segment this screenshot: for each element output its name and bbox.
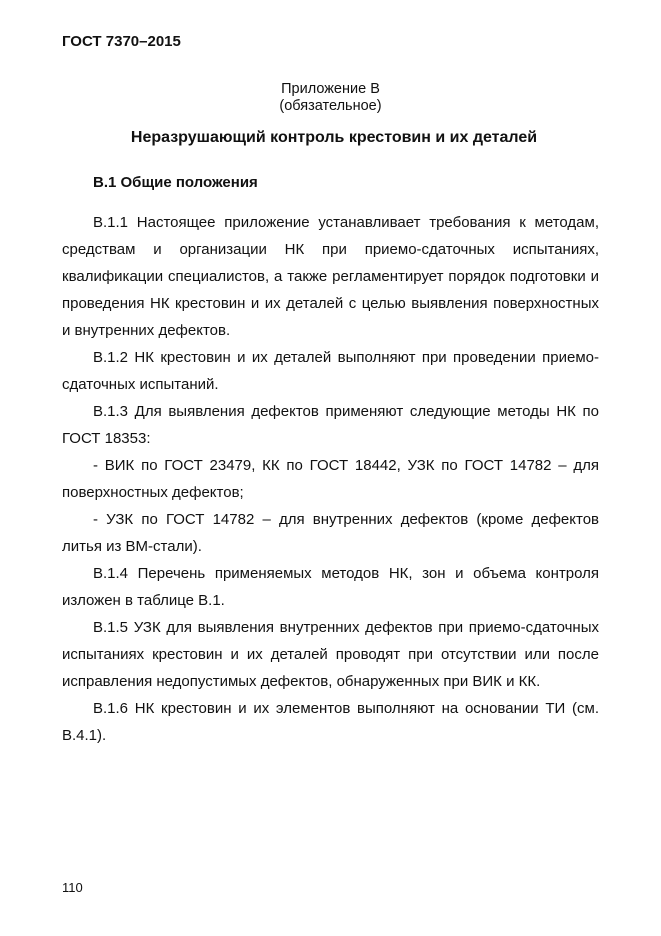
paragraph-b-1-1: В.1.1 Настоящее приложение устанавливает требования к методам, средствам и организации НК при приемо-сдаточных испытаниях, квалификации специалистов, а также регламентирует порядок подготовки и проведения НК крестовин и их деталей с целью выявления поверхностных и внутренних дефектов.: [62, 214, 599, 339]
paragraph-b-1-4: В.1.4 Перечень применяемых методов НК, зон и объема контроля изложен в таблице В.1.: [62, 565, 599, 609]
appendix-title: Приложение В: [281, 81, 380, 97]
list-item-surface-defects: - ВИК по ГОСТ 23479, КК по ГОСТ 18442, УЗК по ГОСТ 14782 – для поверхностных дефектов;: [62, 457, 599, 501]
section-heading: В.1 Общие положения: [93, 174, 258, 191]
appendix-main-title: Неразрушающий контроль крестовин и их деталей: [130, 129, 538, 146]
paragraph-b-1-3: В.1.3 Для выявления дефектов применяют следующие методы НК по ГОСТ 18353:: [62, 403, 599, 447]
appendix-status: (обязательное): [279, 98, 382, 114]
paragraph-b-1-2: В.1.2 НК крестовин и их деталей выполняют при проведении приемо-сдаточных испытаний.: [62, 349, 599, 393]
paragraph-b-1-6: В.1.6 НК крестовин и их элементов выполняют на основании ТИ (см. В.4.1).: [62, 700, 599, 744]
document-code: ГОСТ 7370–2015: [62, 33, 181, 50]
list-item-internal-defects: - УЗК по ГОСТ 14782 – для внутренних дефектов (кроме дефектов литья из ВМ-стали).: [62, 511, 599, 555]
section-body: [62, 209, 599, 749]
paragraph-b-1-5: В.1.5 УЗК для выявления внутренних дефектов при приемо-сдаточных испытаниях крестовин и их деталей проводят при отсутствии или после исправления недопустимых дефектов, обнаруженных при ВИК и КК.: [62, 619, 599, 690]
page-number: 110: [62, 880, 83, 895]
